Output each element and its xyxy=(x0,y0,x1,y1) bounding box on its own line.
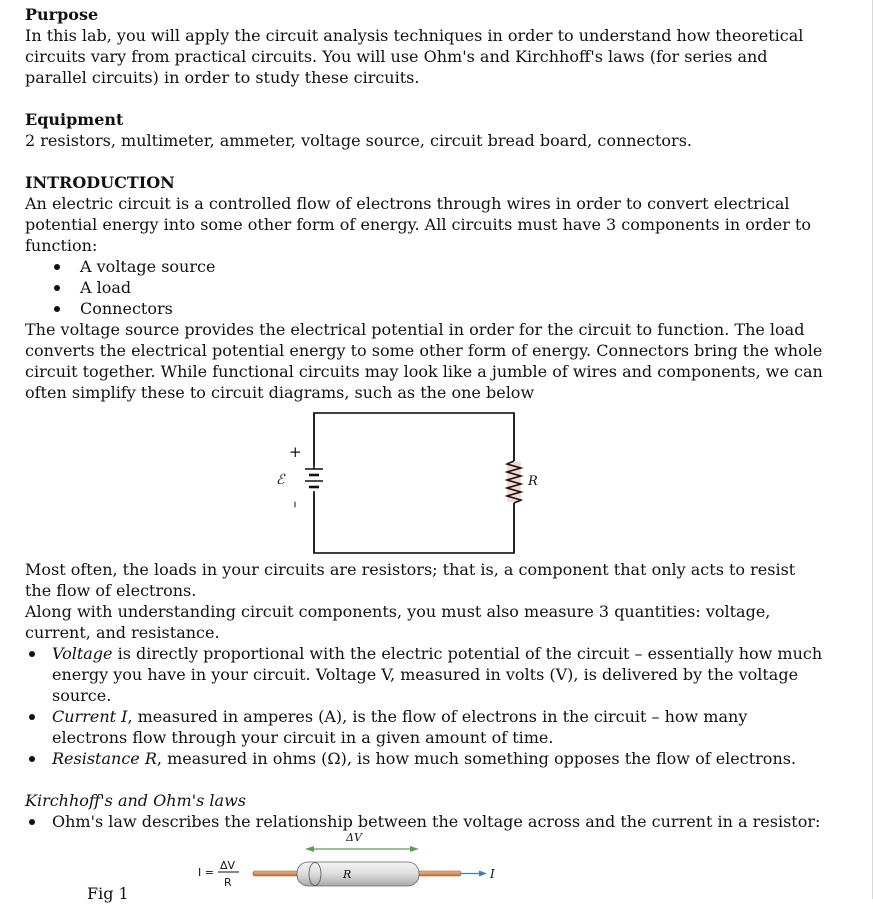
introduction-heading: INTRODUCTION xyxy=(25,173,175,192)
laws-list xyxy=(25,811,825,832)
circuit-wire xyxy=(314,413,514,553)
emf-label: ℰ xyxy=(276,472,285,488)
resistor-lead-right xyxy=(415,871,461,876)
figure-caption: Fig 1 xyxy=(87,884,129,903)
circuit-diagram xyxy=(25,403,825,559)
term-voltage: Voltage xyxy=(52,644,113,663)
current-label: I xyxy=(490,867,495,881)
list-item: A voltage source xyxy=(25,256,825,277)
ohm-figure xyxy=(25,832,825,902)
minus-sign: – xyxy=(287,501,303,508)
equipment-heading: Equipment xyxy=(25,110,124,129)
resistor-r-label: R xyxy=(343,868,352,881)
list-item: A load xyxy=(25,277,825,298)
list-item: Connectors xyxy=(25,298,825,319)
intro-paragraph-1: An electric circuit is a controlled flow of electrons through wires in order to convert electrical potential energy into some other form of energy. All circuits must have 3 components in order to function: xyxy=(25,194,812,255)
laws-heading: Kirchhoff's and Ohm's laws xyxy=(25,791,246,810)
purpose-heading: Purpose xyxy=(25,5,99,24)
equation-lhs: I = xyxy=(198,866,214,879)
resistor-label: R xyxy=(528,474,538,489)
term-text: , measured in ohms (Ω), is how much something opposes the flow of electrons. xyxy=(156,749,797,768)
purpose-text: In this lab, you will apply the circuit analysis techniques in order to understand how theoretical circuits vary from practical circuits. You will use Ohm's and Kirchhoff's laws (for series and parallel circuits) in order to study these circuits. xyxy=(25,26,804,87)
equation-numerator: ΔV xyxy=(220,859,236,872)
list-item: Ohm's law describes the relationship between the voltage across and the current in a resistor: xyxy=(25,811,825,832)
term-current: Current I xyxy=(52,707,128,726)
intro-paragraph-2: The voltage source provides the electrical potential in order for the circuit to function. The load converts the electrical potential energy to some other form of energy. Connectors bring the whole circuit together. While functional circuits may look like a jumble of wires and components, we can often simplify these to circuit diagrams, such as the one below xyxy=(25,320,823,402)
list-item xyxy=(25,706,825,748)
equipment-text: 2 resistors, multimeter, ammeter, voltage source, circuit bread board, connectors. xyxy=(25,131,692,150)
ohm-diagram xyxy=(25,832,825,902)
resistor-body xyxy=(297,862,419,886)
resistor-lead-left xyxy=(253,871,303,876)
intro-paragraph-4: Along with understanding circuit components, you must also measure 3 quantities: voltage, current, and resistance. xyxy=(25,602,771,642)
term-resistance: Resistance R xyxy=(52,749,157,768)
delta-v-label: ΔV xyxy=(346,832,362,844)
components-list xyxy=(25,256,825,319)
term-text: , measured in amperes (A), is the flow of electrons in the circuit – how many electrons flow through your circuit in a given amount of time. xyxy=(52,707,748,747)
list-item xyxy=(25,643,825,706)
quantities-list xyxy=(25,643,825,769)
equation-denominator: R xyxy=(224,876,232,889)
intro-paragraph-3: Most often, the loads in your circuits are resistors; that is, a component that only acts to resist the flow of electrons. xyxy=(25,560,796,600)
plus-sign: + xyxy=(289,443,302,461)
document-page xyxy=(25,4,825,902)
delta-v-arrow xyxy=(305,846,419,852)
term-text: is directly proportional with the electric potential of the circuit – essentially how much energy you have in your circuit. Voltage V, measured in volts (V), is delivered by the voltage source. xyxy=(52,644,823,705)
list-item xyxy=(25,748,825,769)
